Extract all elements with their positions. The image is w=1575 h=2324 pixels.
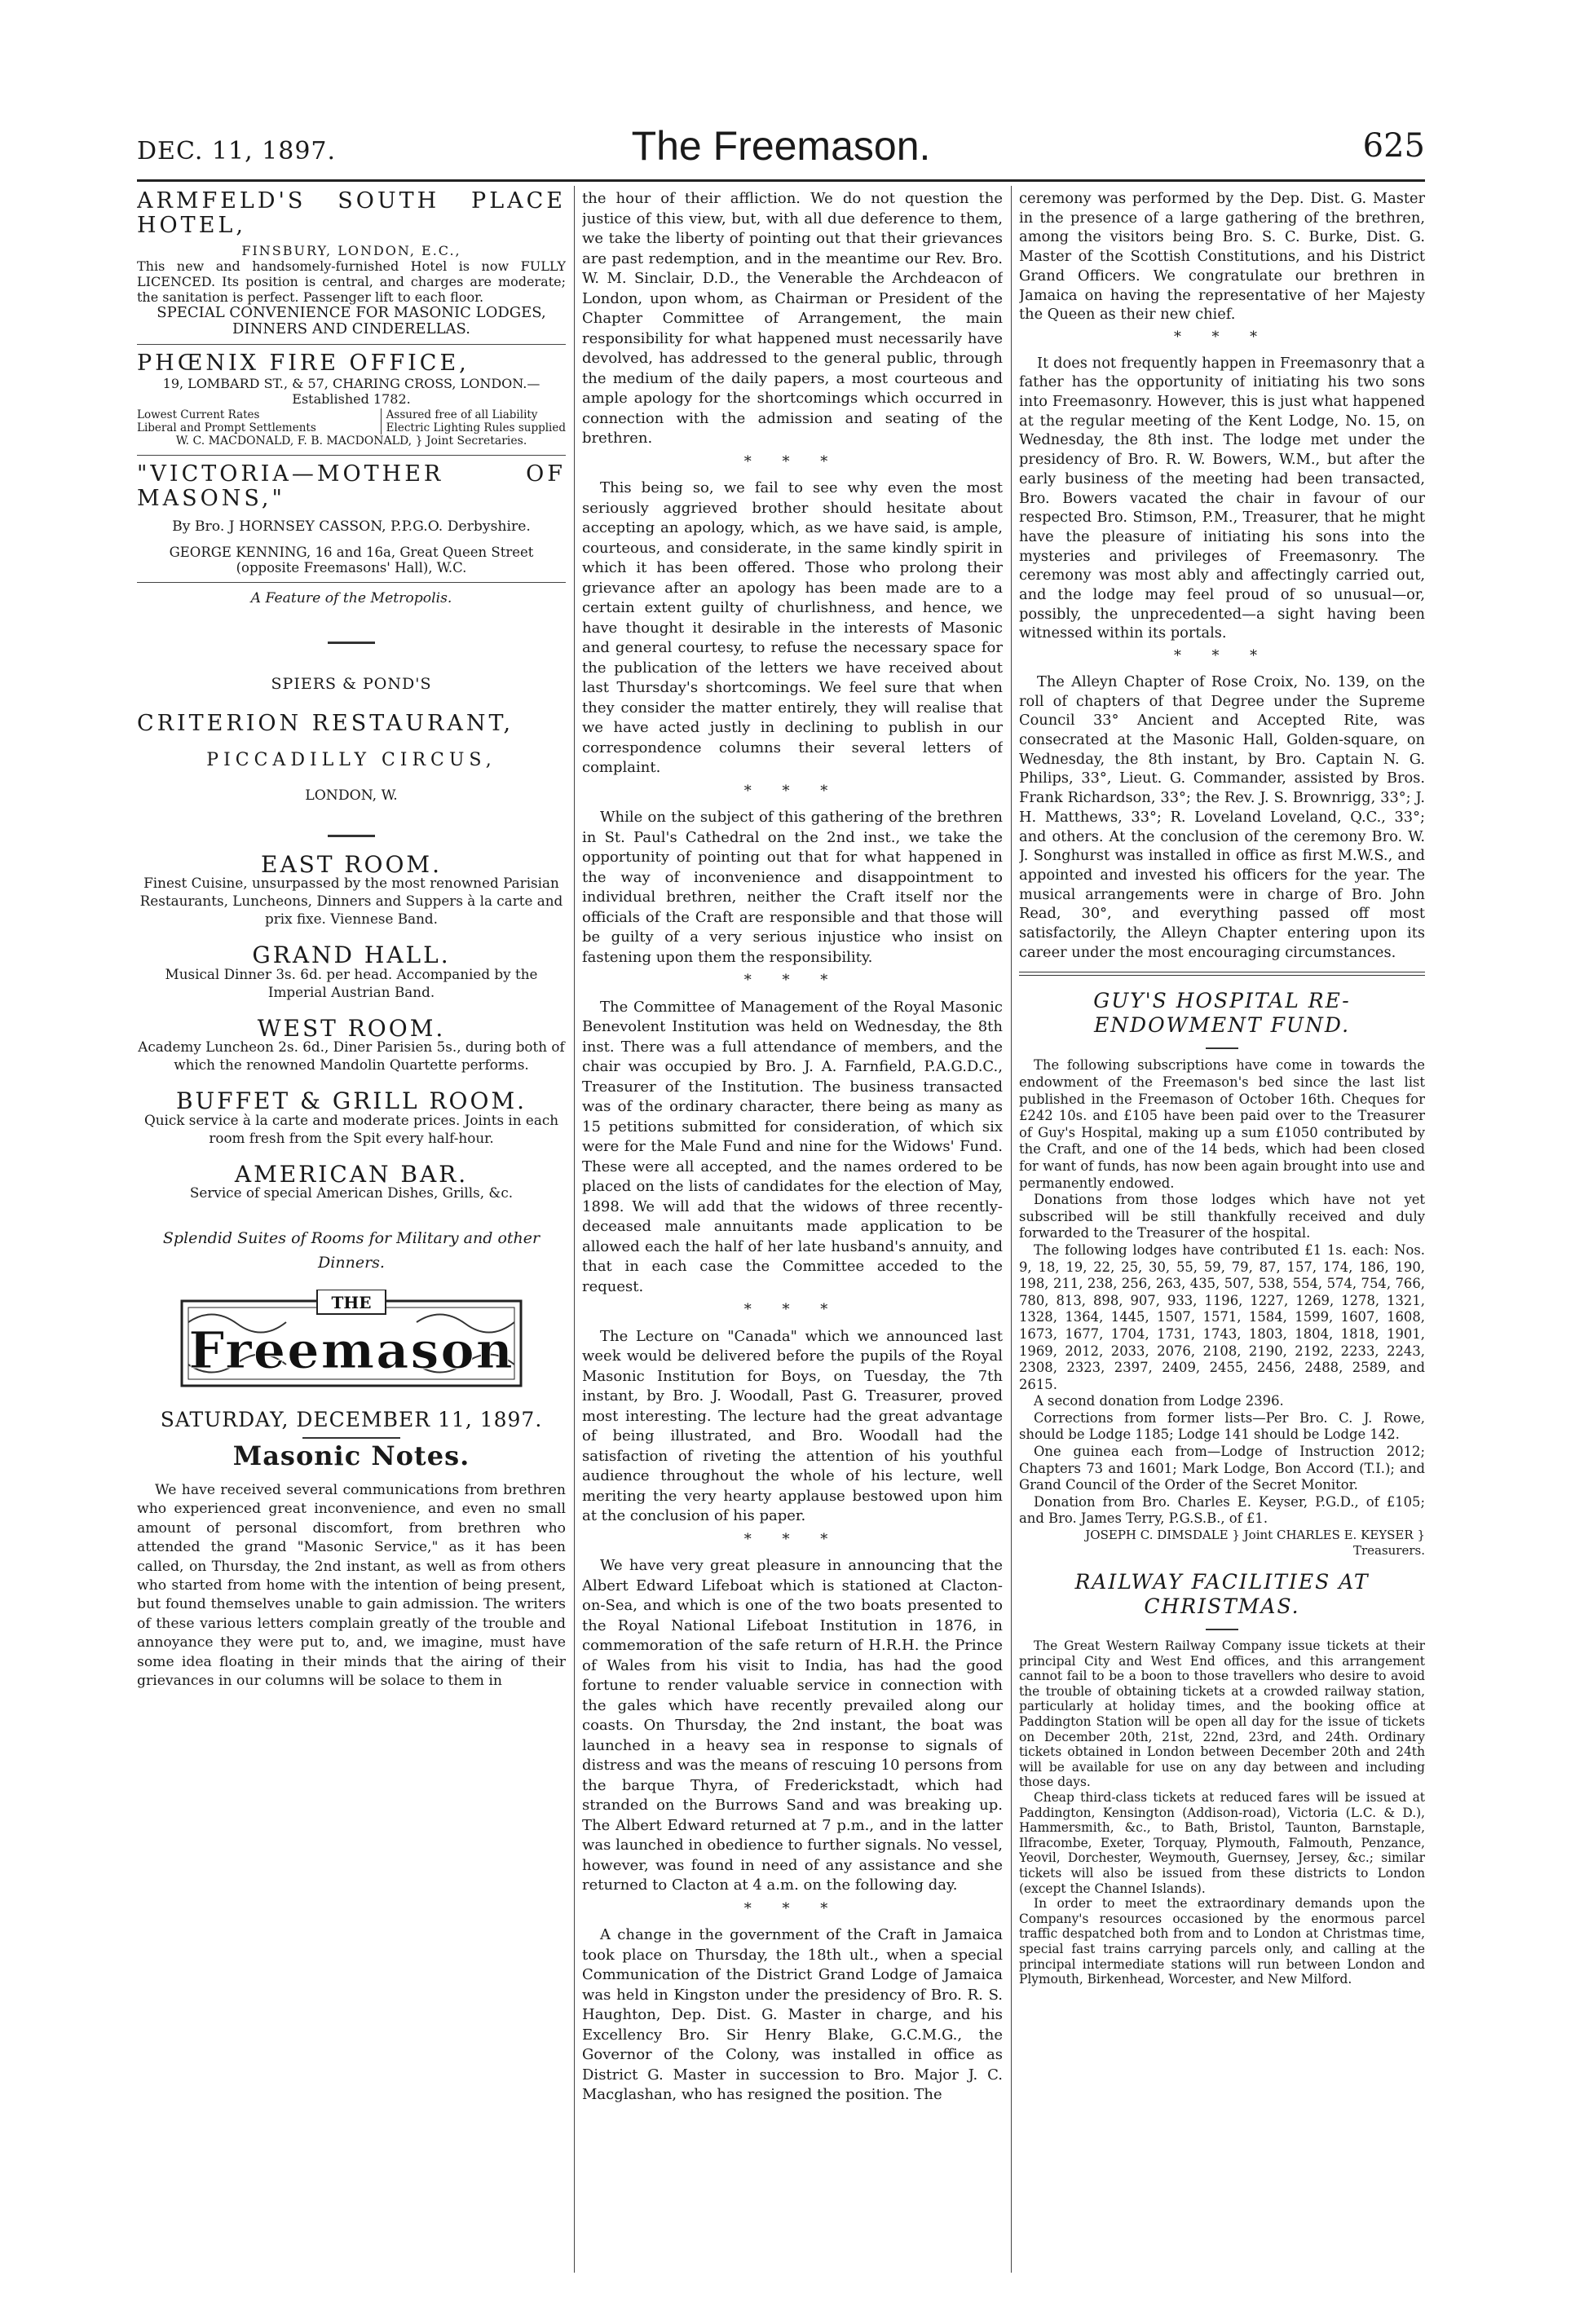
article-heading: GUY'S HOSPITAL RE-ENDOWMENT FUND. (1093, 989, 1351, 1038)
room-desc: Quick service à la carte and moderate prices. Joints in each room fresh from the Spit every half-hour. (143, 1111, 559, 1146)
article-paragraph: The following lodges have contributed £1 1s. each: Nos. 9, 18, 19, 22, 25, 30, 55, 59, 79, 87, 157, 174, 186, 190, 198, 211, 238, 256, 263, 435, 507, 538, 554, 574, 754, 766, 780, 813, 898, 907, 933, 1196, 1227, 1269, 1278, 1321, 1328, 1364, 1445, 1507, 1571, 1584, 1599, 1607, 1608, 1673, 1677, 1704, 1731, 1743, 1803, 1804, 1818, 1901, 1969, 2012, 2033, 2076, 2108, 2190, 2192, 2233, 2243, 2308, 2323, 2397, 2409, 2455, 2456, 2488, 2589, and 2615. (1019, 1241, 1425, 1392)
settle-left: Liberal and Prompt Settlements (137, 421, 316, 434)
column-3 (1019, 189, 1425, 2300)
guys-fund-article (1019, 1057, 1425, 1559)
ad-special: SPECIAL CONVENIENCE FOR MASONIC LODGES, DINNERS AND CINDERELLAS. (157, 304, 546, 337)
article-paragraph: We have received several communications from brethren who experienced great inconvenience, and even no small amount of personal discomfort, from brethren who attended the grand "Masonic Service," as it has been called, on Thursday, the 2nd instant, as well as from others who started from home with the intention of being present, but found themselves unable to gain admission. The writers of these various letters complain greatly of the trouble and annoyance they were put to, and, we imagine, must have some idea floating in their minds that the airing of their grievances in our columns will be solace to them in (137, 1481, 566, 1689)
article-heading: RAILWAY FACILITIES AT CHRISTMAS. (1074, 1570, 1370, 1619)
article-paragraph: The Lecture on "Canada" which we announced last week would be delivered before the pupils of the Royal Masonic Institution for Boys, on Tuesday, the 7th instant, by Bro. J. Woodall, Past G. Treasurer, proved most interesting. The lecture had the great advantage of being illustrated, and Bro. Woodall had the satisfaction of riveting the attention of his youthful audience throughout the whole of his lecture, well meriting the very hearty applause bestowed upon him at the conclusion of his paper. (582, 1327, 1003, 1524)
article-paragraph: the hour of their affliction. We do not question the justice of this view, but, with all due deference to them, we take the liberty of pointing out that their grievances are past redemption, and in the meantime our Rev. Bro. W. M. Sinclair, D.D., the Venerable the Archdeacon of London, upon whom, as Chairman or President of the Chapter Committee of Arrangement, the main responsibility for what happened must necessarily have devolved, has addressed to the general public, through the medium of the daily papers, a most courteous and ample apology for the shortcomings which occurred in connection with the admission and seating of the brethren. (582, 190, 1003, 447)
article-paragraph: The following subscriptions have come in towards the endowment of the Freemason's bed since the last list published in the Freemason of October 16th. Cheques for £242 10s. and £105 have been paid over to the Treasurer of Guy's Hospital, making up a sum £1050 contributed by the Craft, and one of the 14 beds, which had been closed for want of funds, has now been again brought into use and permanently endowed. (1019, 1057, 1425, 1191)
ad-title: CRITERION RESTAURANT, (137, 711, 514, 737)
article-paragraph: ceremony was performed by the Dep. Dist. G. Master in the presence of a large gathering of the brethren, among the visitors being Bro. S. C. Burke, Dist. G. Master of the Scottish Constitutions, and his District Grand Officers. We congratulate our brethren in Jamaica on having the representative of her Majesty the Queen as their new chief. (1019, 190, 1425, 324)
section-stars: * * * (743, 972, 841, 989)
divider (137, 455, 566, 456)
ad-secretaries: W. C. MACDONALD, F. B. MACDONALD, } Joint Secretaries. (175, 434, 527, 448)
ad-location: PICCADILLY CIRCUS, (206, 750, 496, 771)
section-stars: * * * (1174, 647, 1270, 665)
page-header (137, 122, 1425, 179)
room-name: EAST ROOM. (261, 851, 442, 879)
rates-right: Assured free of all Liability (386, 408, 538, 421)
section-stars: * * * (743, 782, 841, 800)
ad-feature: A Feature of the Metropolis. (250, 590, 452, 607)
section-stars: * * * (743, 1301, 841, 1318)
short-rule (328, 835, 375, 837)
article-paragraph: One guinea each from—Lodge of Instruction 2012; Chapters 73 and 1601; Mark Lodge, Bon Accord (T.I.); and Grand Council of the Order of the Secret Monitor. (1019, 1444, 1425, 1493)
room-name: WEST ROOM. (257, 1014, 446, 1042)
ad-address: 19, LOMBARD ST., & 57, CHARING CROSS, LONDON.—Established 1782. (162, 376, 540, 407)
room-name: GRAND HALL. (252, 942, 451, 969)
article-paragraph: A second donation from Lodge 2396. (1034, 1393, 1284, 1409)
issue-date-line: SATURDAY, DECEMBER 11, 1897. (160, 1408, 543, 1432)
article-paragraph: Cheap third-class tickets at reduced fares will be issued at Paddington, Kensington (Addison-road), Victoria (L.C. & D.), Hammersmith, &c., to Bath, Bristol, Taunton, Barnstaple, Ilfracombe, Exeter, Torquay, Plymouth, Falmouth, Penzance, Yeovil, Dorchester, Weymouth, Guernsey, Jersey, &c.; similar tickets will also be issued from these districts to London (except the Channel Islands). (1019, 1789, 1425, 1896)
room-desc: Finest Cuisine, unsurpassed by the most renowned Parisian Restaurants, Luncheons, Dinners and Suppers à la carte and prix fixe. Viennese Band. (139, 875, 563, 928)
ad-title: PHŒNIX FIRE OFFICE, (137, 351, 470, 376)
header-rule (137, 179, 1425, 182)
rates-left: Lowest Current Rates (137, 408, 260, 421)
phoenix-fire-office-ad (137, 351, 566, 448)
victoria-book-ad (137, 462, 566, 575)
armfeld-hotel-ad (137, 189, 566, 337)
section-divider (1019, 972, 1425, 976)
ad-publisher: GEORGE KENNING, 16 and 16a, Great Queen Street (opposite Freemasons' Hall), W.C. (169, 545, 534, 576)
article-paragraph: Donation from Bro. Charles E. Keyser, P.G.D., of £105; and Bro. James Terry, P.G.S.B., of £1. (1019, 1493, 1425, 1527)
article-paragraph: A change in the government of the Craft in Jamaica took place on Thursday, the 18th ult., when a special Communication of the District Grand Lodge of Jamaica was held in Kingston under the presidency of Bro. R. S. Haughton, Dep. Dist. G. Master in charge, and his Excellency Bro. Sir Henry Blake, G.C.M.G., the Governor of the Colony, was installed in office as District G. Master in succession to Bro. Major J. C. Macglashan, who has resigned the position. The (582, 1926, 1003, 2103)
article-paragraph: Donations from those lodges which have not yet subscribed will be still thankfully received and duly forwarded to the Treasurer of the hospital. (1019, 1192, 1425, 1241)
svg-text:Freemason: Freemason (188, 1321, 514, 1381)
ad-body: This new and handsomely-furnished Hotel is now FULLY LICENCED. Its position is central, and charges are moderate; the sanitation is perfect. Passenger lift to each floor. (137, 258, 566, 305)
room-desc: Musical Dinner 3s. 6d. per head. Accompanied by the Imperial Austrian Band. (165, 965, 538, 1000)
newspaper-title: The Freemason. (631, 123, 931, 169)
room-desc: Service of special American Dishes, Grills, &c. (189, 1184, 514, 1202)
ad-author: By Bro. J HORNSEY CASSON, P.P.G.O. Derbyshire. (172, 518, 531, 535)
ad-title: ARMFELD'S SOUTH PLACE HOTEL, (137, 189, 566, 238)
article-paragraph: The Alleyn Chapter of Rose Croix, No. 139, on the roll of chapters of that Degree under the Supreme Council 33° Ancient and Accepted Rite, was consecrated at the Masonic Hall, Golden-square, on Wednesday, the 8th instant, by Bro. Captain N. G. Philips, 33°, Lieut. G. Commander, assisted by Bros. Frank Richardson, 33°; the Rev. J. S. Brownrigg, 33°; J. H. Matthews, 33°; R. Loveland Loveland, Q.C., 33°; and others. At the conclusion of the ceremony Bro. W. J. Songhurst was installed in office as first M.W.S., and appointed and invested his officers for the year. The musical arrangements were in charge of Bro. John Read, 30°, and everything passed off most satisfactorily, the Alleyn Chapter entering upon its career under the most encouraging circumstances. (1019, 673, 1425, 961)
column-1 (137, 189, 566, 1691)
settle-right: Electric Lighting Rules supplied (386, 421, 566, 434)
room-name: BUFFET & GRILL ROOM. (175, 1087, 527, 1115)
divider (137, 582, 566, 583)
short-rule (1206, 1047, 1238, 1049)
ornament-rule (302, 1437, 400, 1439)
section-stars: * * * (743, 1899, 841, 1917)
article-paragraph: Corrections from former lists—Per Bro. C. J. Rowe, should be Lodge 1185; Lodge 141 should be Lodge 142. (1019, 1409, 1425, 1443)
column-divider (574, 186, 575, 2273)
freemason-masthead-logo (180, 1290, 523, 1396)
article-paragraph: It does not frequently happen in Freemasonry that a father has the opportunity of initiating his two sons into Freemasonry. However, this is just what happened at the regular meeting of the Kent Lodge, No. 15, on Wednesday, the 8th inst. The lodge met under the presidency of Bro. R. W. Bowers, W.M., but after the early business of the meeting had been transacted, Bro. Bowers vacated the chair in favour of our respected Bro. Stimson, P.M., Treasurer, that he might have the pleasure of initiating his sons into the mysteries and privileges of Freemasonry. The ceremony was most ably and affectingly carried out, and the lodge may feel proud of so unusual—or, possibly, the unprecedented—a sight having been witnessed within its portals. (1019, 354, 1425, 642)
page-number: 625 (1362, 127, 1425, 165)
divider (137, 344, 566, 345)
article-paragraph: This being so, we fail to see why even the most seriously aggrieved brother should hesitate about accepting an apology, which, as we have said, is ample, courteous, and considerate, in the same kindly spirit in which it has been offered. Those who prolong their grievance after an apology has been made are to a certain extent guilty of churlishness, and hence, we have thought it desirable in the interests of Masonic and general courtesy, to refuse the necessary space for the publication of the letters we have received about last Thursday's shortcomings. We feel sure that when they consider the matter entirely, they will realise that we have acted justly in declining to publish in our correspondence columns their several letters of complaint. (582, 479, 1003, 776)
svg-text:THE: THE (331, 1293, 372, 1313)
section-stars: * * * (1174, 328, 1270, 346)
ad-owners: SPIERS & POND'S (271, 674, 432, 693)
short-rule (1206, 1629, 1238, 1630)
ad-city: LONDON, W. (305, 787, 398, 804)
ad-address: FINSBURY, LONDON, E.C., (241, 243, 461, 258)
article-paragraph: While on the subject of this gathering of the brethren in St. Paul's Cathedral on the 2nd inst., we take the opportunity of pointing out that for what happened in the way of inconvenience and disappointment to individual brethren, neither the Craft itself nor the officials of the Craft are responsible and that those will be guilty of a very serious injustice who insist on fastening upon them the responsibility. (582, 809, 1003, 966)
ad-suites: Splendid Suites of Rooms for Military and other Dinners. (162, 1229, 540, 1272)
room-name: AMERICAN BAR. (234, 1160, 469, 1188)
room-desc: Academy Luncheon 2s. 6d., Diner Parisien 5s., during both of which the renowned Mandolin Quartette performs. (138, 1039, 565, 1074)
article-paragraph: The Committee of Management of the Royal Masonic Benevolent Institution was held on Wednesday, the 8th inst. There was a full attendance of members, and the chair was occupied by Bro. J. A. Farnfield, P.A.G.D.C., Treasurer of the Institution. The business transacted was of the ordinary character, there being as many as 15 petitions submitted for consideration, of which six were for the Male Fund and nine for the Widows' Fund. These were all accepted, and the names ordered to be placed on the lists of candidates for the election of May, 1898. We will add that the widows of three recently-deceased male annuitants made application to be allowed each the half of her late husband's annuity, and that in each case the Committee acceded to the request. (582, 998, 1003, 1295)
section-title: Masonic Notes. (232, 1440, 470, 1472)
issue-date: DEC. 11, 1897. (137, 137, 337, 165)
section-stars: * * * (743, 452, 841, 470)
ad-title: "VICTORIA—MOTHER OF MASONS," (137, 461, 566, 511)
article-paragraph: The Great Western Railway Company issue tickets at their principal City and West End offices, and this arrangement cannot fail to be a boon to those travellers who desire to avoid the trouble of obtaining tickets at a crowded railway station, particularly at holiday times, and the booking office at Paddington Station will be open all day for the issue of tickets on December 20th, 21st, 22nd, 23rd, and 24th. Ordinary tickets obtained in London between December 20th and 24th will be available for use on any day between and including those days. (1019, 1638, 1425, 1790)
article-paragraph: In order to meet the extraordinary demands upon the Company's resources occasioned by the enormous parcel traffic despatched both from and to London at Christmas time, special fast trains carrying parcels only, and calling at the principal intermediate stations will run between London and Plymouth, Birkenhead, Worcester, and New Milford. (1019, 1896, 1425, 1987)
rates-table (137, 408, 566, 434)
article-paragraph: We have very great pleasure in announcing that the Albert Edward Lifeboat which is stationed at Clacton-on-Sea, and which is one of the two boats presented to the Royal National Lifeboat Institution in 1876, in commemoration of the safe return of H.R.H. the Prince of Wales from his visit to India, has had the good fortune to render valuable service in connection with the gales which have recently prevailed along our coasts. On Thursday, the 2nd instant, the boat was launched in a heavy sea in response to signals of distress and was the means of rescuing 10 persons from the barque Thyra, of Frederickstadt, which had stranded on the Burrows Sand and was breaking up. The Albert Edward returned at 7 p.m., and in the latter was launched in obedience to further signals. No vessel, however, was found in need of any assistance and she returned to Clacton at 4 a.m. on the following day. (582, 1557, 1003, 1894)
short-rule (328, 642, 375, 644)
railway-article (1019, 1638, 1425, 1987)
section-stars: * * * (743, 1530, 841, 1548)
column-divider (1011, 186, 1012, 2273)
signatories: JOSEPH C. DIMSDALE } Joint CHARLES E. KEYSER } Treasurers. (1085, 1528, 1425, 1559)
criterion-restaurant-ad (137, 589, 566, 1275)
column-2 (582, 189, 1003, 2300)
